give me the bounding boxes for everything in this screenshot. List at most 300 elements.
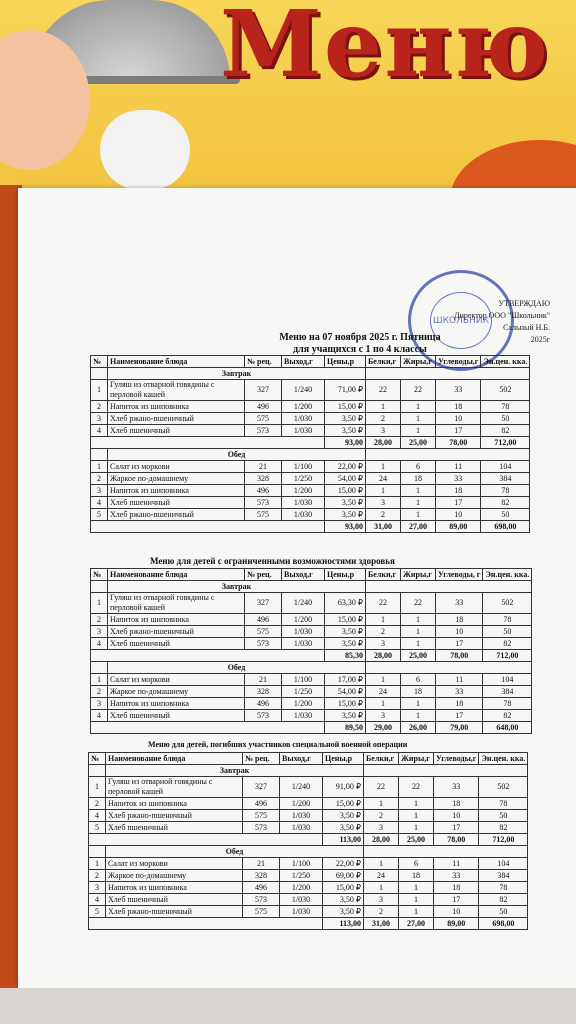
recipe-no: 328 — [243, 870, 280, 882]
col-recipe: № рец. — [243, 753, 280, 765]
table-row — [91, 485, 530, 497]
section-spacer — [366, 368, 530, 380]
col-price: Цены,р — [325, 569, 366, 581]
approval-line-1: УТВЕРЖДАЮ — [498, 299, 550, 308]
energy: 82 — [479, 822, 528, 834]
portion-output: 1/030 — [280, 894, 323, 906]
table-row — [91, 626, 532, 638]
menu3-table — [88, 752, 528, 930]
total-spacer — [91, 650, 325, 662]
carbs: 10 — [436, 626, 483, 638]
approval-line-4: 2025г — [530, 335, 550, 344]
protein: 1 — [364, 798, 399, 810]
total-spacer — [91, 722, 325, 734]
total-energy: 648,00 — [483, 722, 532, 734]
table-row — [89, 906, 528, 918]
table-row — [91, 509, 530, 521]
fat: 18 — [399, 870, 434, 882]
protein: 2 — [364, 906, 399, 918]
row-num: 1 — [91, 593, 108, 614]
carbs: 11 — [436, 674, 483, 686]
dish-name: Хлеб ржано-пшеничный — [108, 626, 245, 638]
energy: 50 — [479, 906, 528, 918]
menu1-subtitle: для учащихся с 1 по 4 классы — [293, 344, 427, 355]
energy: 78 — [483, 698, 532, 710]
col-fat: Жиры,г — [401, 569, 436, 581]
table-row — [89, 798, 528, 810]
dish-name: Салат из моркови — [108, 461, 245, 473]
section-row-breakfast — [91, 368, 530, 380]
recipe-no: 327 — [243, 777, 280, 798]
total-carbs: 78,00 — [436, 437, 481, 449]
price: 91,00 ₽ — [323, 777, 364, 798]
col-carbs: Углеводы,г — [436, 356, 481, 368]
table-row — [89, 858, 528, 870]
section-label: Завтрак — [108, 368, 366, 380]
portion-output: 1/100 — [280, 858, 323, 870]
table-row — [91, 674, 532, 686]
fat: 1 — [399, 798, 434, 810]
carbs: 18 — [436, 401, 481, 413]
table-row — [91, 473, 530, 485]
portion-output: 1/030 — [282, 413, 325, 425]
section-spacer — [89, 846, 106, 858]
protein: 1 — [366, 401, 401, 413]
dish-name: Хлеб пшеничный — [108, 425, 245, 437]
price: 22,00 ₽ — [323, 858, 364, 870]
row-num: 5 — [89, 822, 106, 834]
banner-title: Меню — [220, 0, 551, 98]
col-energy: Эн.цен. кка. — [481, 356, 530, 368]
portion-output: 1/030 — [280, 906, 323, 918]
menu2-title: Меню для детей с ограниченными возможностями здоровья — [150, 556, 395, 566]
protein: 22 — [366, 380, 401, 401]
protein: 1 — [366, 485, 401, 497]
price: 3,50 ₽ — [323, 894, 364, 906]
col-output: Выход,г — [282, 356, 325, 368]
table-row — [91, 401, 530, 413]
total-row — [91, 521, 530, 533]
row-num: 1 — [89, 777, 106, 798]
fat: 6 — [401, 461, 436, 473]
portion-output: 1/240 — [282, 380, 325, 401]
row-num: 5 — [91, 509, 108, 521]
price: 17,00 ₽ — [325, 674, 366, 686]
table-row — [89, 810, 528, 822]
portion-output: 1/030 — [282, 710, 325, 722]
protein: 24 — [366, 686, 401, 698]
total-price: 85,30 — [325, 650, 366, 662]
fat: 1 — [401, 698, 436, 710]
col-output: Выход,г — [280, 753, 323, 765]
approval-line-2: Директор ООО "Школьник" — [454, 311, 550, 320]
total-fat: 25,00 — [401, 437, 436, 449]
recipe-no: 496 — [245, 614, 282, 626]
carbs: 18 — [436, 614, 483, 626]
section-spacer — [364, 765, 528, 777]
carbs: 10 — [436, 413, 481, 425]
fat: 1 — [401, 710, 436, 722]
price: 15,00 ₽ — [325, 401, 366, 413]
row-num: 5 — [89, 906, 106, 918]
portion-output: 1/030 — [282, 638, 325, 650]
menu1-table — [90, 355, 530, 533]
total-price: 89,50 — [325, 722, 366, 734]
protein: 1 — [366, 698, 401, 710]
col-protein: Белки,г — [366, 569, 401, 581]
table-row — [89, 870, 528, 882]
total-carbs: 89,00 — [436, 521, 481, 533]
price: 69,00 ₽ — [323, 870, 364, 882]
portion-output: 1/030 — [282, 626, 325, 638]
energy: 50 — [479, 810, 528, 822]
row-num: 3 — [91, 698, 108, 710]
fat: 1 — [401, 497, 436, 509]
section-spacer — [364, 846, 528, 858]
price: 3,50 ₽ — [325, 710, 366, 722]
dish-name: Жаркое по-домашнему — [108, 473, 245, 485]
dish-name: Хлеб пшеничный — [108, 710, 245, 722]
total-price: 113,00 — [323, 834, 364, 846]
total-protein: 31,00 — [366, 521, 401, 533]
col-name: Наименование блюда — [106, 753, 243, 765]
recipe-no: 573 — [243, 822, 280, 834]
carbs: 33 — [436, 686, 483, 698]
section-spacer — [91, 581, 108, 593]
energy: 82 — [481, 425, 530, 437]
row-num: 1 — [91, 674, 108, 686]
total-price: 93,00 — [325, 437, 366, 449]
total-spacer — [89, 834, 323, 846]
price: 15,00 ₽ — [325, 698, 366, 710]
protein: 3 — [364, 822, 399, 834]
recipe-no: 496 — [245, 485, 282, 497]
total-row — [89, 834, 528, 846]
col-recipe: № рец. — [245, 356, 282, 368]
energy: 384 — [481, 473, 530, 485]
carbs: 17 — [436, 638, 483, 650]
stamp-text: ШКОЛЬНИК — [433, 315, 489, 326]
fat: 1 — [401, 425, 436, 437]
portion-output: 1/250 — [282, 686, 325, 698]
total-price: 113,00 — [323, 918, 364, 930]
table-row — [91, 461, 530, 473]
total-fat: 27,00 — [401, 521, 436, 533]
recipe-no: 573 — [245, 425, 282, 437]
col-name: Наименование блюда — [108, 569, 245, 581]
portion-output: 1/200 — [282, 485, 325, 497]
fat: 18 — [401, 473, 436, 485]
recipe-no: 328 — [245, 473, 282, 485]
portion-output: 1/030 — [280, 810, 323, 822]
total-energy: 712,00 — [481, 437, 530, 449]
price: 15,00 ₽ — [325, 485, 366, 497]
protein: 1 — [364, 882, 399, 894]
row-num: 4 — [91, 710, 108, 722]
section-row-breakfast — [91, 581, 532, 593]
recipe-no: 573 — [245, 638, 282, 650]
portion-output: 1/030 — [280, 822, 323, 834]
total-carbs: 78,00 — [434, 834, 479, 846]
total-fat: 26,00 — [401, 722, 436, 734]
row-num: 3 — [91, 485, 108, 497]
energy: 78 — [479, 882, 528, 894]
total-row — [89, 918, 528, 930]
row-num: 4 — [91, 497, 108, 509]
table-row — [91, 698, 532, 710]
col-recipe: № рец. — [245, 569, 282, 581]
dish-name: Салат из моркови — [106, 858, 243, 870]
protein: 1 — [364, 858, 399, 870]
row-num: 4 — [91, 425, 108, 437]
row-num: 4 — [91, 638, 108, 650]
portion-output: 1/100 — [282, 674, 325, 686]
col-carbs: Углеводы,г — [434, 753, 479, 765]
board-bottom-edge — [0, 988, 576, 1024]
dish-name: Хлеб ржано-пшеничный — [108, 413, 245, 425]
recipe-no: 573 — [243, 894, 280, 906]
dish-name: Салат из моркови — [108, 674, 245, 686]
fat: 1 — [401, 413, 436, 425]
dish-name: Гуляш из отварной говядины с перловой кашей — [108, 380, 245, 401]
total-protein: 28,00 — [366, 650, 401, 662]
price: 3,50 ₽ — [325, 638, 366, 650]
table-row — [89, 882, 528, 894]
energy: 104 — [481, 461, 530, 473]
energy: 384 — [483, 686, 532, 698]
total-energy: 698,00 — [479, 918, 528, 930]
portion-output: 1/240 — [282, 593, 325, 614]
col-carbs: Углеводы, г — [436, 569, 483, 581]
section-label: Завтрак — [106, 765, 364, 777]
dish-name: Хлеб ржано-пшеничный — [108, 509, 245, 521]
fat: 1 — [401, 485, 436, 497]
row-num: 3 — [91, 413, 108, 425]
portion-output: 1/030 — [282, 497, 325, 509]
total-fat: 27,00 — [399, 918, 434, 930]
portion-output: 1/240 — [280, 777, 323, 798]
price: 71,00 ₽ — [325, 380, 366, 401]
protein: 24 — [364, 870, 399, 882]
section-spacer — [91, 662, 108, 674]
protein: 1 — [366, 614, 401, 626]
fat: 22 — [401, 380, 436, 401]
row-num: 1 — [91, 380, 108, 401]
portion-output: 1/200 — [282, 401, 325, 413]
energy: 384 — [479, 870, 528, 882]
price: 3,50 ₽ — [325, 413, 366, 425]
col-protein: Белки,г — [364, 753, 399, 765]
fat: 1 — [399, 810, 434, 822]
portion-output: 1/200 — [280, 798, 323, 810]
section-label: Завтрак — [108, 581, 366, 593]
price: 15,00 ₽ — [323, 798, 364, 810]
protein: 22 — [364, 777, 399, 798]
portion-output: 1/200 — [280, 882, 323, 894]
portion-output: 1/200 — [282, 698, 325, 710]
portion-output: 1/100 — [282, 461, 325, 473]
price: 3,50 ₽ — [323, 822, 364, 834]
protein: 3 — [366, 425, 401, 437]
carbs: 10 — [434, 906, 479, 918]
price: 3,50 ₽ — [325, 425, 366, 437]
protein: 3 — [366, 638, 401, 650]
row-num: 3 — [91, 626, 108, 638]
protein: 1 — [366, 461, 401, 473]
energy: 104 — [483, 674, 532, 686]
energy: 78 — [483, 614, 532, 626]
dish-name: Хлеб пшеничный — [108, 638, 245, 650]
row-num: 2 — [91, 614, 108, 626]
carbs: 18 — [434, 882, 479, 894]
fat: 18 — [401, 686, 436, 698]
menu1-title-block — [260, 332, 460, 356]
price: 15,00 ₽ — [325, 614, 366, 626]
price: 3,50 ₽ — [323, 810, 364, 822]
fat: 6 — [401, 674, 436, 686]
carbs: 33 — [436, 593, 483, 614]
row-num: 4 — [89, 810, 106, 822]
dish-name: Хлеб пшеничный — [106, 822, 243, 834]
price: 3,50 ₽ — [325, 626, 366, 638]
section-spacer — [366, 662, 532, 674]
recipe-no: 575 — [243, 906, 280, 918]
dish-name: Хлеб пшеничный — [108, 497, 245, 509]
energy: 104 — [479, 858, 528, 870]
fat: 1 — [401, 509, 436, 521]
fat: 22 — [399, 777, 434, 798]
protein: 22 — [366, 593, 401, 614]
protein: 2 — [364, 810, 399, 822]
row-num: 2 — [91, 401, 108, 413]
energy: 502 — [481, 380, 530, 401]
energy: 502 — [479, 777, 528, 798]
protein: 1 — [366, 674, 401, 686]
carbs: 18 — [434, 798, 479, 810]
row-num: 2 — [91, 473, 108, 485]
price: 54,00 ₽ — [325, 686, 366, 698]
row-num: 3 — [89, 882, 106, 894]
portion-output: 1/030 — [282, 509, 325, 521]
total-price: 93,00 — [325, 521, 366, 533]
energy: 50 — [481, 509, 530, 521]
energy: 78 — [479, 798, 528, 810]
energy: 502 — [483, 593, 532, 614]
energy: 50 — [481, 413, 530, 425]
section-row-lunch — [89, 846, 528, 858]
row-num: 1 — [91, 461, 108, 473]
dish-name: Жаркое по-домашнему — [106, 870, 243, 882]
section-spacer — [91, 368, 108, 380]
section-spacer — [366, 581, 532, 593]
recipe-no: 496 — [243, 882, 280, 894]
section-spacer — [91, 449, 108, 461]
total-fat: 25,00 — [401, 650, 436, 662]
col-fat: Жиры,г — [401, 356, 436, 368]
section-spacer — [366, 449, 530, 461]
dish-name: Жаркое по-домашнему — [108, 686, 245, 698]
dish-name: Гуляш из отварной говядины с перловой кашей — [108, 593, 245, 614]
total-protein: 29,00 — [366, 722, 401, 734]
energy: 82 — [481, 497, 530, 509]
col-num: № — [89, 753, 106, 765]
col-name: Наименование блюда — [108, 356, 245, 368]
portion-output: 1/030 — [282, 425, 325, 437]
carbs: 17 — [434, 894, 479, 906]
recipe-no: 575 — [243, 810, 280, 822]
menu2-table — [90, 568, 532, 734]
carbs: 33 — [434, 870, 479, 882]
table-row — [91, 425, 530, 437]
dish-name: Напиток из шиповника — [108, 485, 245, 497]
total-spacer — [91, 521, 325, 533]
total-protein: 31,00 — [364, 918, 399, 930]
protein: 2 — [366, 509, 401, 521]
total-spacer — [89, 918, 323, 930]
total-carbs: 89,00 — [434, 918, 479, 930]
carbs: 18 — [436, 698, 483, 710]
dish-name: Напиток из шиповника — [106, 882, 243, 894]
carbs: 33 — [434, 777, 479, 798]
total-carbs: 79,00 — [436, 722, 483, 734]
row-num: 1 — [89, 858, 106, 870]
col-protein: Белки,г — [366, 356, 401, 368]
price: 22,00 ₽ — [325, 461, 366, 473]
section-spacer — [89, 765, 106, 777]
price: 15,00 ₽ — [323, 882, 364, 894]
chef-hand-illustration — [100, 110, 190, 190]
protein: 3 — [364, 894, 399, 906]
protein: 3 — [366, 497, 401, 509]
protein: 2 — [366, 626, 401, 638]
section-label: Обед — [106, 846, 364, 858]
fat: 1 — [399, 906, 434, 918]
protein: 24 — [366, 473, 401, 485]
fat: 22 — [401, 593, 436, 614]
dish-name: Гуляш из отварной говядины с перловой кашей — [106, 777, 243, 798]
carbs: 33 — [436, 473, 481, 485]
col-price: Цены,р — [325, 356, 366, 368]
fat: 1 — [401, 614, 436, 626]
col-output: Выход,г — [282, 569, 325, 581]
recipe-no: 575 — [245, 413, 282, 425]
table-row — [91, 593, 532, 614]
energy: 82 — [483, 638, 532, 650]
col-num: № — [91, 356, 108, 368]
price: 3,50 ₽ — [325, 497, 366, 509]
fat: 1 — [401, 638, 436, 650]
total-row — [91, 437, 530, 449]
recipe-no: 496 — [245, 698, 282, 710]
table-row — [91, 686, 532, 698]
menu2-header-row — [91, 569, 532, 581]
energy: 78 — [481, 485, 530, 497]
energy: 50 — [483, 626, 532, 638]
table-row — [89, 894, 528, 906]
portion-output: 1/250 — [282, 473, 325, 485]
section-row-lunch — [91, 449, 530, 461]
protein: 3 — [366, 710, 401, 722]
carbs: 17 — [436, 710, 483, 722]
menu1-header-row — [91, 356, 530, 368]
carbs: 17 — [436, 425, 481, 437]
recipe-no: 21 — [245, 674, 282, 686]
recipe-no: 328 — [245, 686, 282, 698]
menu3-header-row — [89, 753, 528, 765]
section-row-lunch — [91, 662, 532, 674]
protein: 2 — [366, 413, 401, 425]
dish-name: Хлеб ржано-пшеничный — [106, 810, 243, 822]
